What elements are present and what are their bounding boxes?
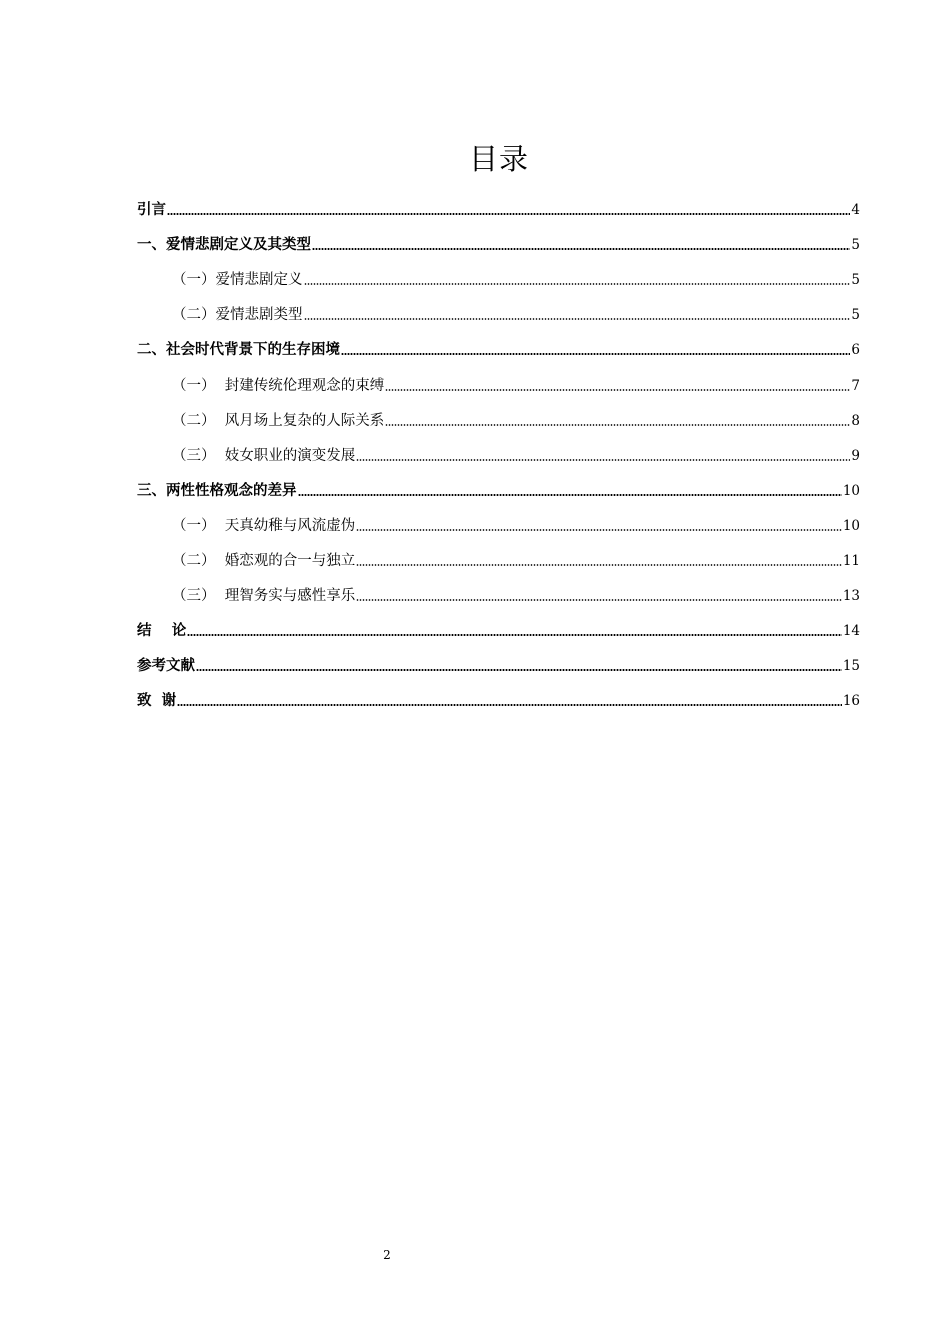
toc-entry-page-number: 10 — [842, 482, 860, 499]
toc-dot-leader — [312, 247, 850, 251]
toc-dot-leader — [356, 598, 842, 602]
toc-dot-leader — [298, 493, 842, 497]
toc-dot-leader — [356, 563, 842, 567]
toc-entry-label: 致 谢 — [137, 693, 177, 710]
toc-entry-page-number: 5 — [851, 272, 860, 289]
toc-entry[interactable] — [137, 675, 860, 710]
toc-entry-label: 三、两性性格观念的差异 — [137, 482, 297, 499]
page-title: 目录 — [468, 142, 529, 177]
toc-entry-page-number: 10 — [842, 517, 860, 534]
toc-entry-page-number: 8 — [851, 412, 860, 429]
toc-entry-label: （二） 风月场上复杂的人际关系 — [172, 412, 385, 429]
toc-entry-label: 二、社会时代背景下的生存困境 — [137, 342, 340, 359]
toc-entry-page-number: 5 — [851, 237, 860, 254]
toc-entry[interactable] — [137, 289, 860, 324]
toc-entry-label: （三） 理智务实与感性享乐 — [172, 588, 356, 605]
toc-entry[interactable] — [137, 465, 860, 500]
footer-page-number: 2 — [383, 1248, 391, 1262]
toc-entry-label: （二） 婚恋观的合一与独立 — [172, 553, 356, 570]
toc-entry[interactable] — [137, 535, 860, 570]
toc-dot-leader — [304, 282, 851, 286]
toc-entry-label: 引言 — [137, 202, 166, 219]
toc-entry[interactable] — [137, 605, 860, 640]
toc-entry[interactable] — [137, 395, 860, 430]
toc-entry-label: （二）爱情悲剧类型 — [172, 307, 303, 324]
toc-entry-label: （三） 妓女职业的演变发展 — [172, 447, 356, 464]
toc-entry-page-number: 11 — [842, 553, 860, 570]
toc-entry-page-number: 7 — [851, 377, 860, 394]
toc-entry[interactable] — [137, 324, 860, 359]
toc-dot-leader — [177, 703, 842, 707]
toc-dot-leader — [304, 317, 851, 321]
toc-dot-leader — [187, 633, 842, 637]
toc-entry-label: （一） 天真幼稚与风流虚伪 — [172, 517, 356, 534]
toc-entry[interactable] — [137, 640, 860, 675]
toc-entry[interactable] — [137, 254, 860, 289]
toc-entry[interactable] — [137, 570, 860, 605]
toc-entry-page-number: 16 — [842, 693, 860, 710]
toc-entry[interactable] — [137, 430, 860, 465]
toc-entry-page-number: 13 — [842, 588, 860, 605]
toc-dot-leader — [385, 423, 850, 427]
table-of-contents — [137, 184, 860, 710]
toc-entry-page-number: 9 — [851, 447, 860, 464]
toc-entry-page-number: 6 — [851, 342, 860, 359]
toc-entry-label: （一）爱情悲剧定义 — [172, 272, 303, 289]
toc-entry[interactable] — [137, 500, 860, 535]
toc-entry-page-number: 14 — [842, 623, 860, 640]
toc-dot-leader — [196, 668, 842, 672]
toc-entry[interactable] — [137, 359, 860, 394]
toc-entry-page-number: 15 — [842, 658, 860, 675]
toc-entry-label: （一） 封建传统伦理观念的束缚 — [172, 377, 385, 394]
toc-dot-leader — [341, 352, 850, 356]
toc-dot-leader — [385, 388, 850, 392]
toc-entry-label: 一、爱情悲剧定义及其类型 — [137, 237, 311, 254]
toc-entry[interactable] — [137, 184, 860, 219]
toc-entry-page-number: 5 — [851, 307, 860, 324]
toc-entry-page-number: 4 — [851, 202, 860, 219]
toc-dot-leader — [356, 528, 842, 532]
toc-entry-label: 结 论 — [137, 623, 187, 640]
toc-entry-label: 参考文献 — [137, 658, 195, 675]
toc-entry[interactable] — [137, 219, 860, 254]
toc-dot-leader — [167, 212, 850, 216]
toc-dot-leader — [356, 458, 850, 462]
